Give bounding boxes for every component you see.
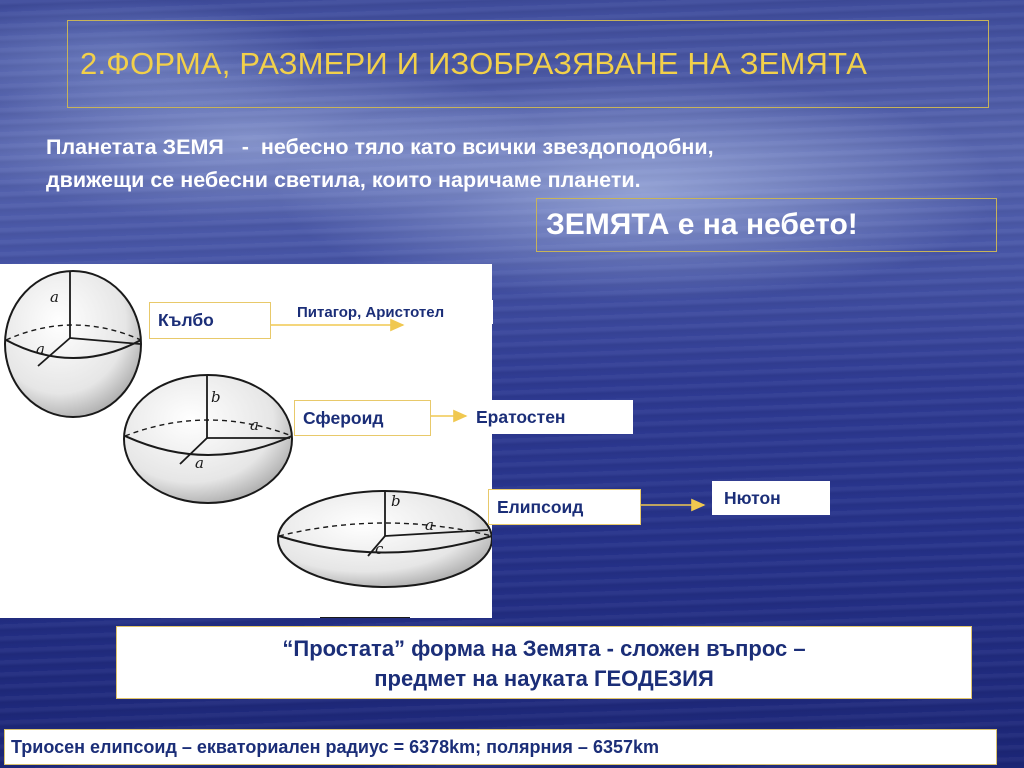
axis-label: a — [250, 416, 259, 434]
highlight-text: ЗЕМЯТА е на небето! — [546, 208, 858, 241]
ellipsoid-drawing — [278, 491, 492, 587]
label-ellipsoid: Елипсоид — [488, 489, 641, 525]
authors-spheroid: Ератостен — [468, 400, 633, 434]
footer-note: Триосен елипсоид – екваториален радиус = 6378km; полярния – 6357km — [4, 729, 997, 765]
axis-label: a — [50, 288, 59, 306]
axis-label: b — [211, 388, 221, 406]
geodesy-question-box — [116, 626, 972, 699]
axis-label: a — [195, 454, 204, 472]
question-line-2: предмет на науката ГЕОДЕЗИЯ — [374, 666, 714, 691]
intro-line-1: Планетата ЗЕМЯ - небесно тяло като всички звездоподобни, — [46, 135, 714, 159]
intro-text — [46, 131, 996, 197]
spheroid-drawing — [124, 375, 292, 503]
label-spheroid: Сфероид — [294, 400, 431, 436]
title-frame — [67, 20, 989, 108]
axis-label: a — [36, 340, 45, 358]
question-line-1: “Простата” форма на Земята - сложен въпрос – — [282, 636, 806, 661]
authors-ellipsoid: Нютон — [712, 481, 830, 515]
axis-label: c — [375, 540, 384, 558]
highlight-frame — [536, 198, 997, 252]
authors-sphere: Питагор, Аристотел — [296, 300, 493, 324]
axis-label: b — [391, 492, 401, 510]
label-sphere: Кълбо — [149, 302, 271, 339]
intro-line-2: движещи се небесни светила, които наричаме планети. — [46, 168, 641, 192]
slide-title: 2.ФОРМА, РАЗМЕРИ И ИЗОБРАЗЯВАНЕ НА ЗЕМЯТА — [80, 46, 868, 81]
sphere-drawing — [5, 271, 141, 417]
axis-label: a — [425, 516, 434, 534]
